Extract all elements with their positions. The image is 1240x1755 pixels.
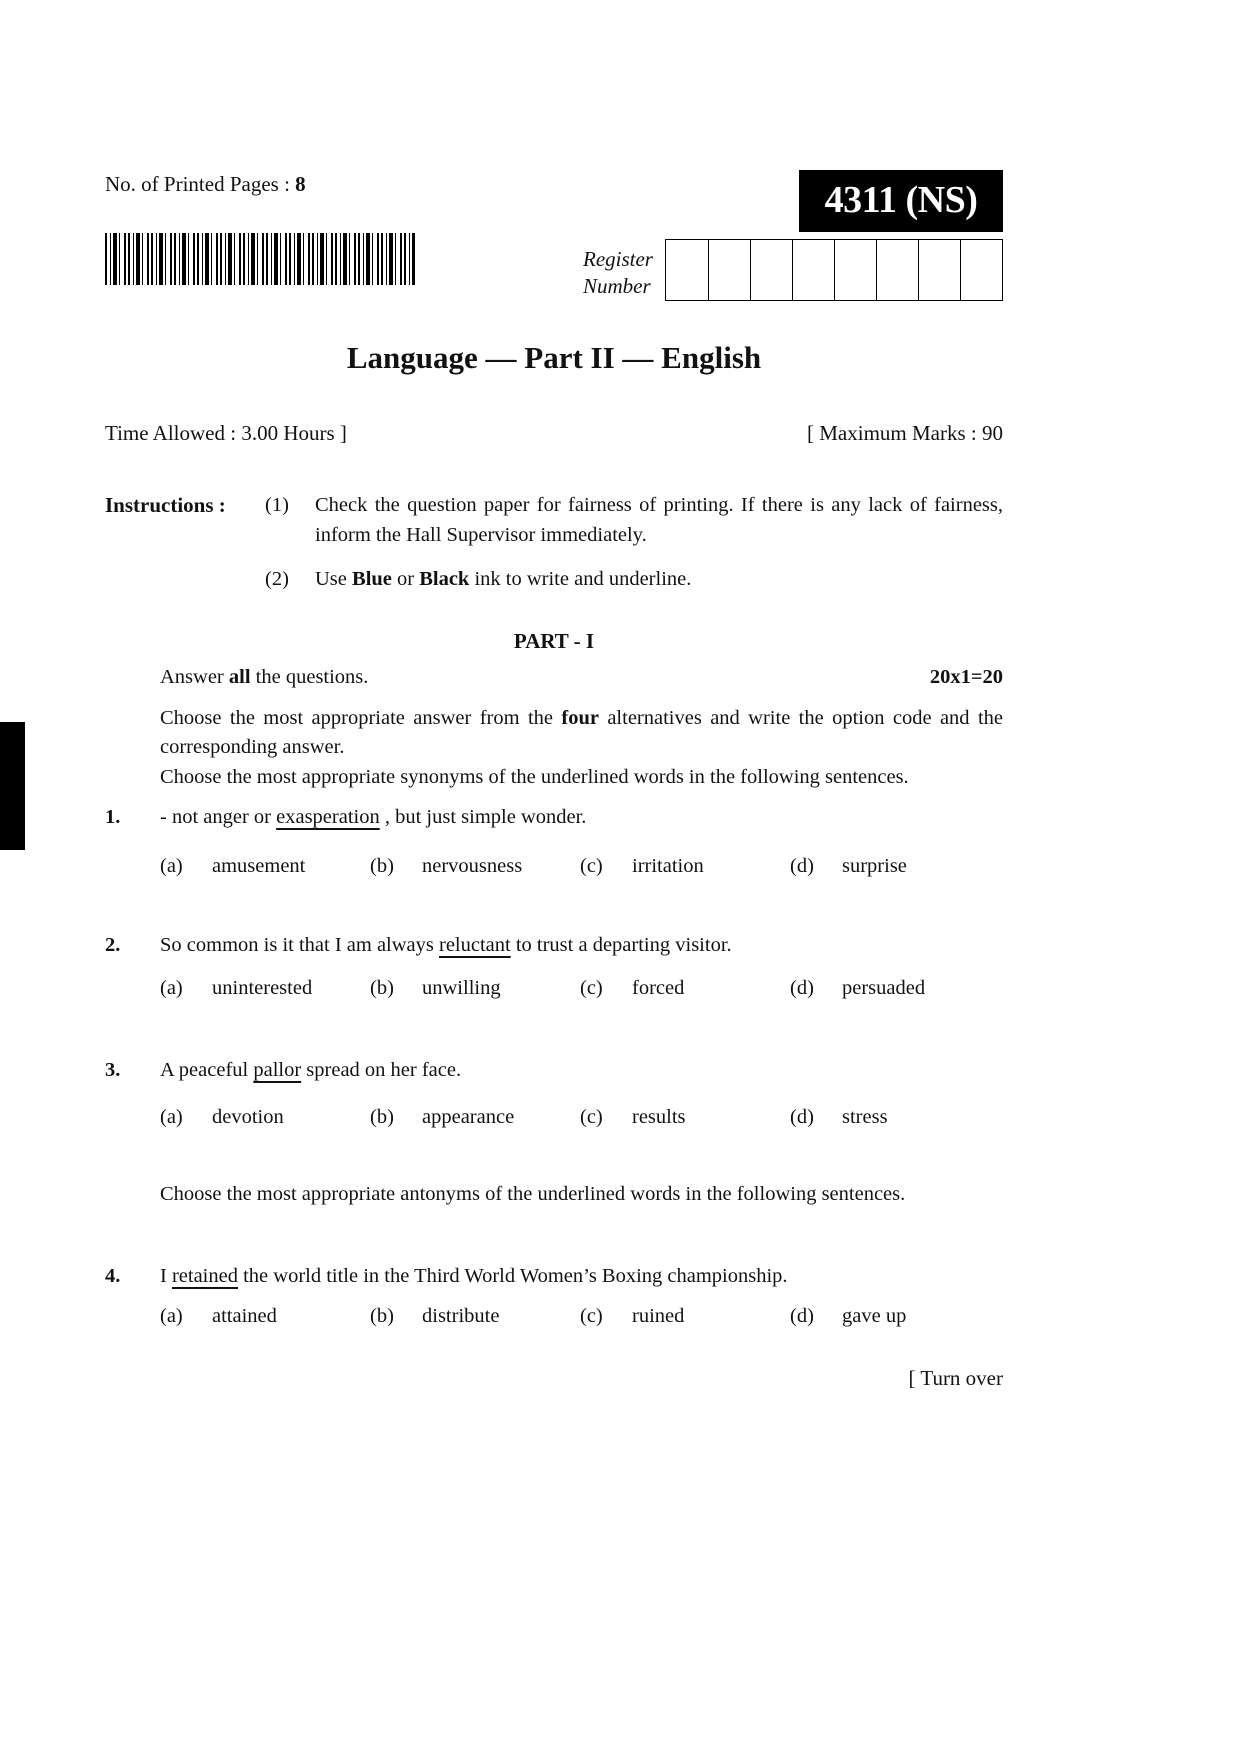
answer-bold: all [228,666,251,688]
register-number-boxes [665,239,1003,301]
register-cell [918,240,960,300]
question-1-pre: - not anger or [160,806,277,828]
option-3d [790,1106,1003,1129]
question-1 [105,806,1003,829]
register-cell [960,240,1002,300]
question-1-underlined-word: exasperation [276,806,380,828]
register-cell [666,240,708,300]
paper-code-badge [799,170,1003,232]
question-3-options [160,1106,1003,1129]
question-4-pre: I [160,1265,172,1287]
option-3d-code: (d) [790,1106,814,1128]
option-2c [580,977,790,1000]
instructions-block [105,490,1003,594]
question-4-options [160,1305,1003,1328]
option-2c-code: (c) [580,977,603,999]
question-1-options [160,855,1003,878]
barcode [105,233,415,285]
option-1b-text: nervousness [422,855,523,877]
option-3c [580,1106,790,1129]
option-1c-code: (c) [580,855,603,877]
option-1a-text: amusement [212,855,306,877]
option-1d-text: surprise [842,855,907,877]
register-cell [834,240,876,300]
instruction-1-number: (1) [265,494,289,516]
answer-all-row [105,666,1003,689]
instruction-2-post: ink to write and underline. [469,568,692,590]
instruction-2-number: (2) [265,568,289,590]
left-margin-marker [0,722,25,850]
answer-pre: Answer [160,666,229,688]
question-2-post: to trust a departing visitor. [510,934,732,956]
answer-all-text [160,666,368,689]
question-2-underlined-word: reluctant [439,934,511,956]
question-4-post: the world title in the Third World Women’s Boxing championship. [237,1265,788,1287]
option-2b-text: unwilling [422,977,501,999]
choose-answer-intro [160,704,1003,762]
option-3d-text: stress [842,1106,888,1128]
question-2-options [160,977,1003,1000]
option-3c-code: (c) [580,1106,603,1128]
option-4d-text: gave up [842,1305,907,1327]
question-1-number: 1. [105,806,121,828]
time-allowed: Time Allowed : 3.00 Hours ] [105,421,347,445]
part1-heading: PART - I [513,629,595,653]
option-4a-code: (a) [160,1305,183,1327]
instructions-spacer [105,564,265,594]
synonyms-intro: Choose the most appropriate synonyms of the underlined words in the following sentences. [160,766,909,788]
option-2a-code: (a) [160,977,183,999]
question-3 [105,1059,1003,1082]
option-4b-text: distribute [422,1305,500,1327]
printed-pages-count: 8 [295,172,306,196]
antonyms-intro: Choose the most appropriate antonyms of the underlined words in the following sentences. [160,1183,906,1205]
option-4a-text: attained [212,1305,277,1327]
answer-post: the questions. [250,666,369,688]
option-1a [160,855,370,878]
option-2d-code: (d) [790,977,814,999]
question-4-text [160,1265,1003,1288]
option-3a [160,1106,370,1129]
instruction-2-text [315,564,1003,594]
option-1d [790,855,1003,878]
option-4c-code: (c) [580,1305,603,1327]
register-cell [708,240,750,300]
instructions-label: Instructions : [105,493,226,517]
register-cell [792,240,834,300]
question-2-text [160,934,1003,957]
question-3-post: spread on her face. [301,1059,462,1081]
option-3b-code: (b) [370,1106,394,1128]
maximum-marks: [ Maximum Marks : 90 [807,421,1003,445]
printed-pages-label: No. of Printed Pages : [105,172,296,196]
question-4-number: 4. [105,1265,121,1287]
question-4-underlined-word: retained [171,1265,238,1287]
option-2b [370,977,580,1000]
option-1c-text: irritation [632,855,704,877]
turn-over-note: [ Turn over [908,1366,1003,1390]
marks-scheme: 20x1=20 [929,666,1003,688]
instruction-2-pre: Use [315,568,353,590]
question-3-text [160,1059,1003,1082]
option-4d [790,1305,1003,1328]
option-4b-code: (b) [370,1305,394,1327]
option-1b [370,855,580,878]
question-1-post: , but just simple wonder. [379,806,587,828]
instruction-2-black: Black [419,568,470,590]
instruction-2-blue: Blue [352,568,392,590]
register-cell [750,240,792,300]
register-cell [876,240,918,300]
register-label-line1: Register [583,247,653,271]
option-4c [580,1305,790,1328]
option-1a-code: (a) [160,855,183,877]
time-marks-row [105,421,1003,446]
question-2-number: 2. [105,934,121,956]
option-4a [160,1305,370,1328]
option-1d-code: (d) [790,855,814,877]
instruction-1-text: Check the question paper for fairness of printing. If there is any lack of fairness, inform the Hall Supervisor immediately. [315,494,1003,546]
question-2 [105,934,1003,957]
question-3-underlined-word: pallor [253,1059,302,1081]
register-label-line2: Number [583,274,651,298]
option-3b [370,1106,580,1129]
printed-pages-note [105,172,306,197]
page-title: Language — Part II — English [346,340,762,375]
option-4d-code: (d) [790,1305,814,1327]
option-1c [580,855,790,878]
question-4 [105,1265,1003,1288]
option-2a-text: uninterested [212,977,313,999]
paper-code: 4311 (NS) [824,179,978,221]
choose-pre: Choose the most appropriate answer from the [160,707,562,729]
option-3a-code: (a) [160,1106,183,1128]
option-2d-text: persuaded [842,977,926,999]
question-3-number: 3. [105,1059,121,1081]
choose-bold: four [561,707,599,729]
question-1-text [160,806,1003,829]
register-number-label [583,246,653,300]
option-1b-code: (b) [370,855,394,877]
option-2b-code: (b) [370,977,394,999]
option-3b-text: appearance [422,1106,515,1128]
question-2-pre: So common is it that I am always [160,934,439,956]
instruction-2-mid: or [391,568,420,590]
question-3-pre: A peaceful [160,1059,254,1081]
choose-post: alternatives and write the option code and the corresponding answer. [160,707,1003,758]
option-2d [790,977,1003,1000]
option-3a-text: devotion [212,1106,284,1128]
option-3c-text: results [632,1106,686,1128]
option-2a [160,977,370,1000]
option-2c-text: forced [632,977,685,999]
option-4b [370,1305,580,1328]
option-4c-text: ruined [632,1305,685,1327]
